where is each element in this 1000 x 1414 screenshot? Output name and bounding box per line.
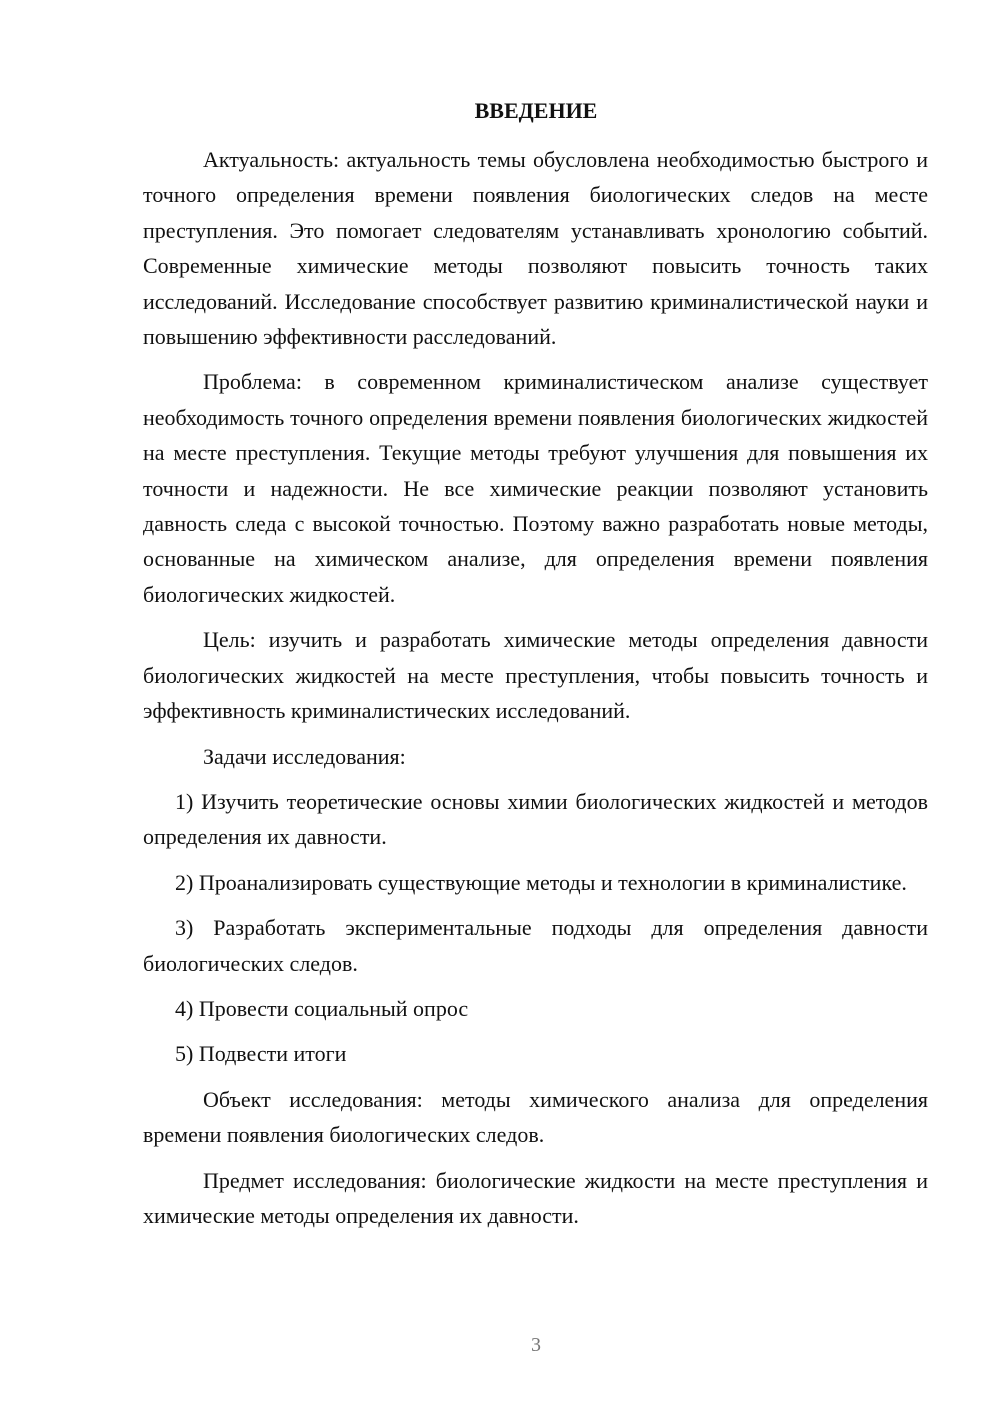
document-body (143, 142, 928, 1243)
task-item-4: 4) Провести социальный опрос (175, 995, 469, 1021)
task-item-1: 1) Изучить теоретические основы химии биологических жидкостей и методов определения их давности. (143, 788, 928, 850)
tasks-heading: Задачи исследования: (203, 743, 406, 769)
page-number: 3 (531, 1334, 541, 1356)
page-title: ВВЕДЕНИЕ (474, 98, 598, 123)
paragraph-object: Объект исследования: методы химического анализа для определения времени появления биологических следов. (143, 1086, 928, 1148)
task-item-3: 3) Разработать экспериментальные подходы для определения давности биологических следов. (143, 915, 928, 976)
paragraph-subject: Предмет исследования: биологические жидкости на месте преступления и химические методы определения их давности. (143, 1167, 928, 1228)
paragraph-goal: Цель: изучить и разработать химические методы определения давности биологических жидкостей на месте преступления, чтобы повысить точность и эффективность криминалистических исследований. (143, 627, 928, 724)
paragraph-relevance: Актуальность: актуальность темы обусловлена необходимостью быстрого и точного определения времени появления биологических следов на месте преступления. Это помогает следователям устанавливать хронологию событий. Современные химические методы позволяют повысить точность таких исследований. Исследование способствует развитию криминалистической науки и повышению эффективности расследований. (143, 147, 928, 350)
task-item-2: 2) Проанализировать существующие методы и технологии в криминалистике. (175, 869, 907, 895)
paragraph-problem: Проблема: в современном криминалистическом анализе существует необходимость точного определения времени появления биологических жидкостей на месте преступления. Текущие методы требуют улучшения для повышения их точности и надежности. Не все химические реакции позволяют установить давность следа с высокой точностью. Поэтому важно разработать новые методы, основанные на химическом анализе, для определения времени появления биологических жидкостей. (143, 369, 928, 607)
task-item-5: 5) Подвести итоги (175, 1041, 347, 1067)
